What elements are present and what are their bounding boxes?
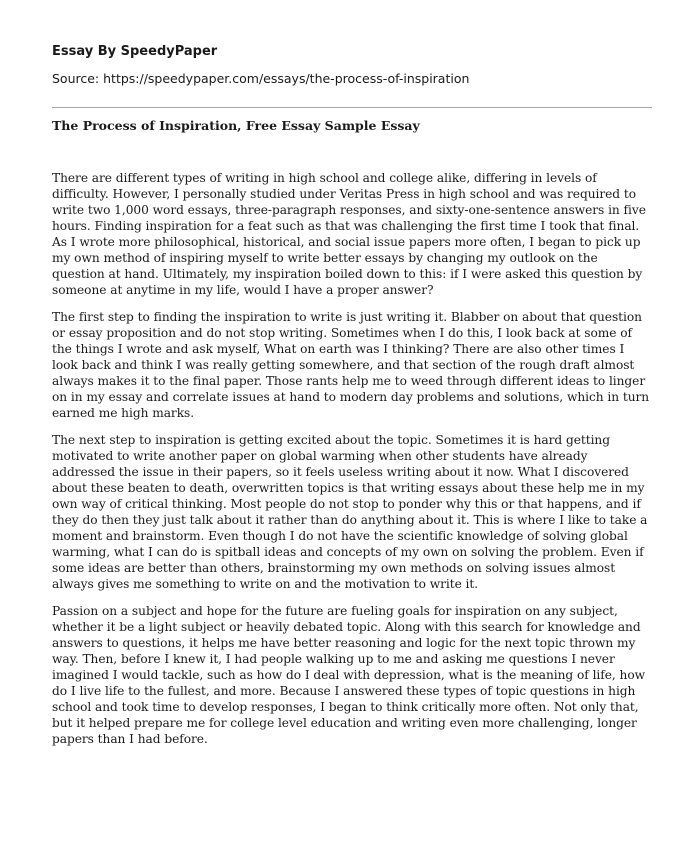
essay-body [52,170,652,758]
source-line: Source: https://speedypaper.com/essays/the-process-of-inspiration [52,71,470,86]
essay-paragraph-1: There are different types of writing in high school and college alike, differing in levels of difficulty. However, I personally studied under Veritas Press in high school and was required to write two 1,000 word essays, three-paragraph responses, and sixty-one-sentence answers in five hours. Finding inspiration for a feat such as that was challenging the first time I took that final. As I wrote more philosophical, historical, and social issue papers more often, I began to pick up my own method of inspiring myself to write better essays by changing my outlook on the question at hand. Ultimately, my inspiration boiled down to this: if I were asked this question by someone at anytime in my life, would I have a proper answer? [52,171,646,297]
essay-paragraph-4: Passion on a subject and hope for the future are fueling goals for inspiration on any subject, whether it be a light subject or heavily debated topic. Along with this search for knowledge and answers to questions, it helps me have better reasoning and logic for the next topic thrown my way. Then, before I knew it, I had people walking up to me and asking me questions I never imagined I would tackle, such as how do I deal with depression, what is the meaning of life, how do I live life to the fullest, and more. Because I answered these types of topic questions in high school and took time to develop responses, I began to think critically more often. Not only that, but it helped prepare me for college level education and writing even more challenging, longer papers than I had before. [52,604,646,746]
essay-paragraph-2: The first step to finding the inspiration to write is just writing it. Blabber on about that question or essay proposition and do not stop writing. Sometimes when I do this, I look back at some of the things I wrote and ask myself, What on earth was I thinking? There are also other times I look back and think I was really getting somewhere, and that section of the rough draft almost always makes it to the final paper. Those rants help me to weed through different ideas to linger on in my essay and correlate issues at hand to modern day problems and solutions, which in turn earned me high marks. [52,310,650,420]
essay-title: The Process of Inspiration, Free Essay Sample Essay [52,118,420,133]
header-divider [52,107,652,108]
document-header-title: Essay By SpeedyPaper [52,44,218,59]
essay-paragraph-3: The next step to inspiration is getting excited about the topic. Sometimes it is hard getting motivated to write another paper on global warming when other students have already addressed the issue in their papers, so it feels useless writing about it now. What I discovered about these beaten to death, overwritten topics is that writing essays about these help me in my own way of critical thinking. Most people do not stop to ponder why this or that happens, and if they do then they just talk about it rather than do anything about it. This is where I like to take a moment and brainstorm. Even though I do not have the scientific knowledge of solving global warming, what I can do is spitball ideas and concepts of my own on solving the problem. Even if some ideas are better than others, brainstorming my own methods on solving issues almost always gives me something to write on and the motivation to write it. [52,433,648,591]
